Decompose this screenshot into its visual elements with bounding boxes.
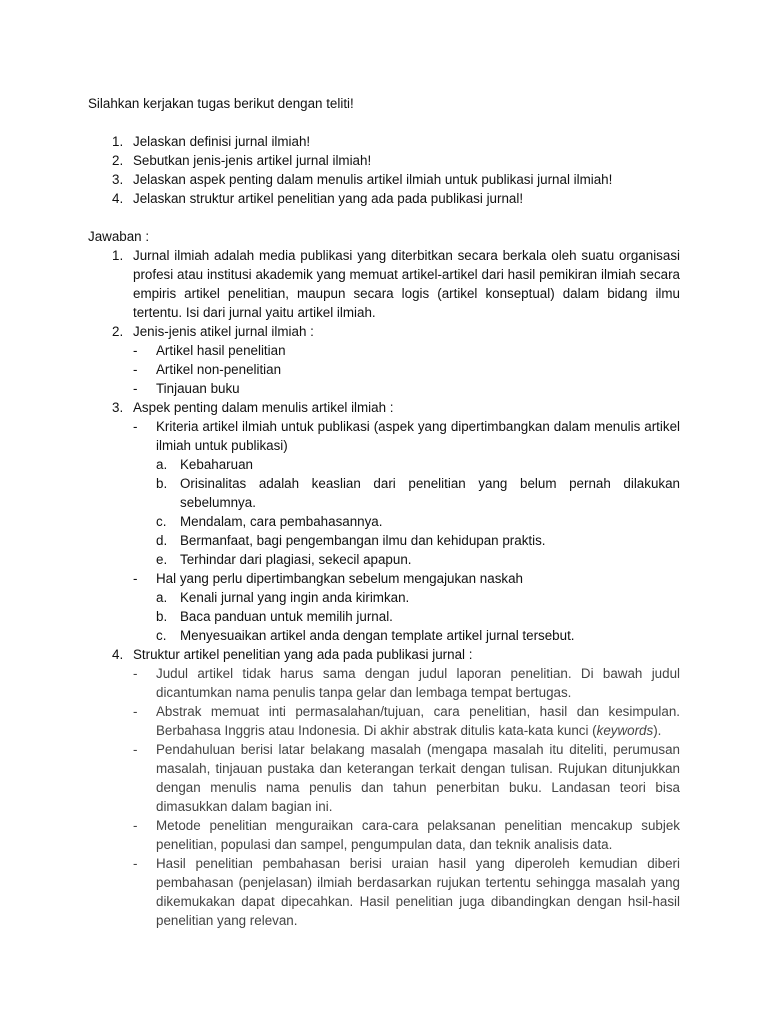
answer-2-title: Jenis-jenis atikel jurnal ilmiah : [133,324,314,339]
keywords-term: keywords [596,723,654,738]
lettered-item [156,455,680,474]
answer-number: 1. [112,248,124,263]
list-item [133,341,680,360]
item-text: Mendalam, cara pembahasannya. [180,514,383,529]
answer-1-text: Jurnal ilmiah adalah media publikasi yang diterbitkan secara berkala oleh suatu organisasi profesi atau institusi akademik yang memuat artikel-artikel dari hasil pemikiran ilmiah secara empiris artikel penelitian, maupun secara logis (artikel konseptual) dalam bidang ilmu tertentu. Isi dari jurnal yaitu artikel ilmiah. [133,248,680,320]
answer-4-title: Struktur artikel penelitian yang ada pada publikasi jurnal : [133,647,473,662]
item-text: Terhindar dari plagiasi, sekecil apapun. [180,552,412,567]
lettered-item [156,531,680,550]
item-letter: b. [156,609,168,624]
abstract-text: Abstrak memuat inti permasalahan/tujuan, cara penelitian, hasil dan kesimpulan. Berbahasa Inggris atau Indonesia. Di akhir abstrak ditulis kata-kata kunci ( [156,704,680,738]
item-letter: e. [156,552,168,567]
dash-bullet: - [133,571,138,586]
answer-number: 2. [112,324,124,339]
structure-item [133,854,680,930]
dash-bullet: - [133,818,138,833]
structure-text [156,702,680,740]
question-text: Jelaskan aspek penting dalam menulis artikel ilmiah untuk publikasi jurnal ilmiah! [133,172,613,187]
dash-bullet: - [133,666,138,681]
lettered-item [156,512,680,531]
list-item [133,360,680,379]
answer-number: 3. [112,400,124,415]
dash-bullet: - [133,343,138,358]
structure-text: Pendahuluan berisi latar belakang masalah (mengapa masalah itu diteliti, perumusan masalah, tinjauan pustaka dan keterangan terkait dengan tulisan. Rujukan ditunjukkan dengan menulis nama penulis dan tahun penerbitan buku. Landasan teori bisa dimasukkan dalam bagian ini. [156,742,680,814]
answer-2 [112,322,680,398]
answer-1 [112,246,680,322]
dash-bullet: - [133,362,138,377]
structure-text: Judul artikel tidak harus sama dengan judul laporan penelitian. Di bawah judul dicantumkan nama penulis tanpa gelar dan lembaga tempat bertugas. [156,666,680,700]
item-letter: b. [156,476,168,491]
keywords-close: ). [653,723,662,738]
item-text: Kebaharuan [180,457,253,472]
question-text: Jelaskan definisi jurnal ilmiah! [133,134,311,149]
item-letter: a. [156,457,168,472]
item-letter: c. [156,628,167,643]
submission-title: Hal yang perlu dipertimbangkan sebelum mengajukan naskah [156,571,523,586]
question-number: 3. [112,172,124,187]
dash-bullet: - [133,742,138,757]
item-text: Baca panduan untuk memilih jurnal. [180,609,393,624]
structure-item [133,740,680,816]
item-letter: d. [156,533,168,548]
answer-3-title: Aspek penting dalam menulis artikel ilmiah : [133,400,394,415]
answer-3 [112,398,680,645]
criteria-title: Kriteria artikel ilmiah untuk publikasi (aspek yang dipertimbangkan dalam menulis artikel ilmiah untuk publikasi) [156,419,680,453]
question-item [112,170,680,189]
list-item-text: Tinjauan buku [156,381,240,396]
lettered-item [156,588,680,607]
item-text: Bermanfaat, bagi pengembangan ilmu dan kehidupan praktis. [180,533,546,548]
question-text: Sebutkan jenis-jenis artikel jurnal ilmiah! [133,153,372,168]
dash-bullet: - [133,704,138,719]
dash-bullet: - [133,856,138,871]
item-text: Kenali jurnal yang ingin anda kirimkan. [180,590,410,605]
answers-heading: Jawaban : [88,229,150,244]
structure-item [133,702,680,740]
list-item-text: Artikel hasil penelitian [156,343,286,358]
answer-4 [112,645,680,930]
item-letter: a. [156,590,168,605]
dash-bullet: - [133,381,138,396]
question-list [112,132,680,208]
question-number: 4. [112,191,124,206]
structure-item [133,664,680,702]
list-item-text: Artikel non-penelitian [156,362,282,377]
question-item [112,151,680,170]
list-item [133,379,680,398]
item-text: Orisinalitas adalah keaslian dari penelitian yang belum pernah dilakukan sebelumnya. [180,476,680,510]
question-number: 2. [112,153,124,168]
question-item [112,132,680,151]
question-number: 1. [112,134,124,149]
structure-text: Metode penelitian menguraikan cara-cara pelaksanan penelitian mencakup subjek penelitian, populasi dan sampel, pengumpulan data, dan teknik analisis data. [156,818,680,852]
answer-list [112,246,680,930]
intro-text: Silahkan kerjakan tugas berikut dengan teliti! [88,96,354,111]
answer-number: 4. [112,647,124,662]
lettered-item [156,607,680,626]
submission-group [133,569,680,645]
item-letter: c. [156,514,167,529]
lettered-item [156,474,680,512]
structure-item [133,816,680,854]
criteria-group [133,417,680,569]
structure-text: Hasil penelitian pembahasan berisi uraian hasil yang diperoleh kemudian diberi pembahasan (penjelasan) ilmiah berdasarkan rujukan tertentu sehingga masalah yang dikemukakan dapat dipecahkan. Hasil penelitian juga dibandingkan dengan hsil-hasil penelitian yang relevan. [156,856,680,928]
question-item [112,189,680,208]
question-text: Jelaskan struktur artikel penelitian yang ada pada publikasi jurnal! [133,191,524,206]
item-text: Menyesuaikan artikel anda dengan template artikel jurnal tersebut. [180,628,575,643]
lettered-item [156,626,680,645]
lettered-item [156,550,680,569]
dash-bullet: - [133,419,138,434]
